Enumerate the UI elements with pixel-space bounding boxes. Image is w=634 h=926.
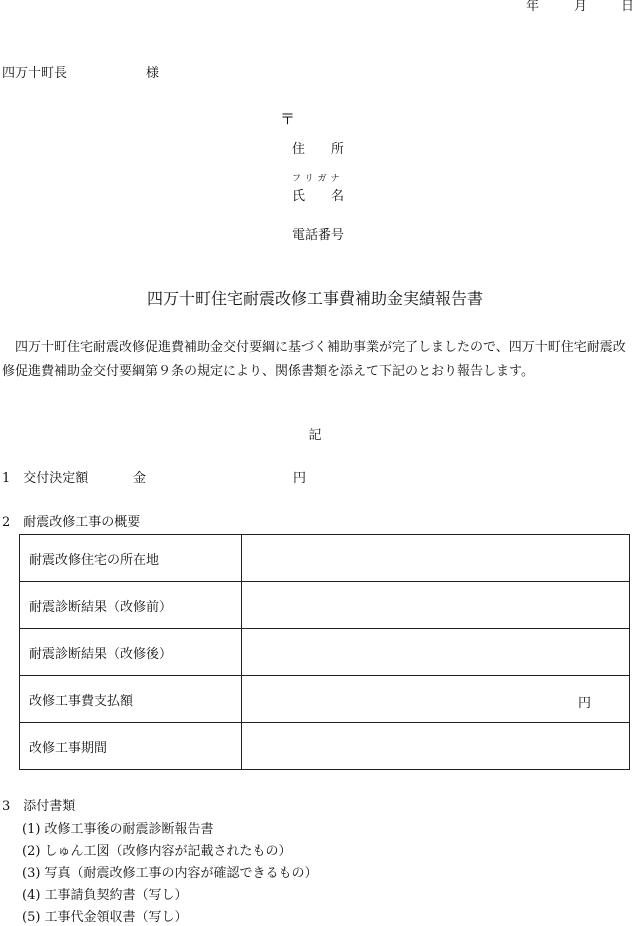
date-day: 日	[621, 0, 634, 14]
item-overview-heading: 2 耐震改修工事の概要	[2, 515, 141, 530]
attachment-item: (3) 写真（耐震改修工事の内容が確認できるもの）	[22, 866, 318, 881]
grant-amount-label: 1 交付決定額	[2, 471, 89, 486]
table-row	[20, 582, 630, 629]
row-label: 改修工事費支払額	[20, 676, 242, 723]
row-value-payment[interactable]	[242, 676, 630, 723]
item-attachments-heading: 3 添付書類	[2, 799, 76, 814]
table-row	[20, 629, 630, 676]
body-paragraph: 四万十町住宅耐震改修促進費補助金交付要綱に基づく補助事業が完了しましたので、四万十町住宅耐震改修促進費補助金交付要綱第９条の規定により、関係書類を添えて下記のとおり報告します。	[2, 340, 626, 379]
row-label: 耐震改修住宅の所在地	[20, 535, 242, 582]
row-label: 耐震診断結果（改修後）	[20, 629, 242, 676]
furigana-label: フリガナ	[292, 174, 344, 184]
phone-label: 電話番号	[292, 228, 345, 243]
addressee	[2, 66, 160, 81]
address-label: 住 所	[292, 142, 345, 157]
row-value-diagnosis-after[interactable]	[242, 629, 630, 676]
name-label: 氏 名	[292, 189, 345, 204]
item-grant-amount	[2, 471, 307, 486]
date-line	[522, 0, 634, 16]
row-value-diagnosis-before[interactable]	[242, 582, 630, 629]
overview-table	[19, 534, 630, 770]
attachment-item: (4) 工事請負契約書（写し）	[22, 888, 188, 903]
addressee-name: 四万十町長	[2, 66, 68, 81]
grant-amount-yen: 円	[293, 471, 307, 486]
document-title: 四万十町住宅耐震改修工事費補助金実績報告書	[146, 289, 483, 308]
attachment-item: (2) しゅん工図（改修内容が記載されたもの）	[22, 844, 292, 859]
row-value-location[interactable]	[242, 535, 630, 582]
payment-yen: 円	[577, 696, 591, 711]
ki-heading: 記	[308, 428, 322, 443]
attachment-item: (1) 改修工事後の耐震診断報告書	[22, 822, 214, 837]
addressee-honorific: 様	[146, 66, 160, 81]
attachment-item: (5) 工事代金領収書（写し）	[22, 910, 188, 925]
postal-mark: 〒	[280, 110, 296, 128]
table-row	[20, 723, 630, 770]
date-year: 年	[526, 0, 540, 14]
grant-amount-kin: 金	[133, 471, 147, 486]
date-month: 月	[574, 0, 588, 14]
row-label: 耐震診断結果（改修前）	[20, 582, 242, 629]
row-value-period[interactable]	[242, 723, 630, 770]
row-label: 改修工事期間	[20, 723, 242, 770]
table-row	[20, 676, 630, 723]
table-row	[20, 535, 630, 582]
